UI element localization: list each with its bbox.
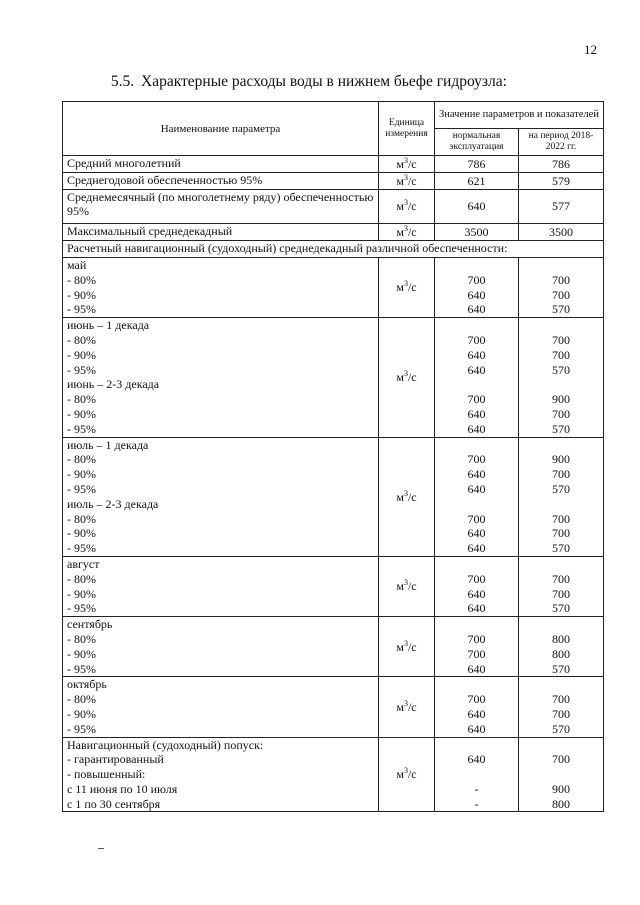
value-period: 700 — [552, 511, 570, 526]
value-normal: 640 — [467, 601, 486, 616]
unit-cell — [379, 437, 435, 556]
param-line: май — [67, 258, 87, 272]
value-period: 900 — [552, 781, 570, 796]
value-normal: 640 — [435, 190, 519, 224]
value-normal-lines — [435, 437, 519, 556]
param-line: - 80% — [67, 452, 96, 467]
unit-cell — [379, 190, 435, 224]
value-normal: 700 — [467, 692, 486, 707]
value-normal — [439, 557, 514, 572]
value-normal — [439, 438, 514, 453]
param-line: - 95% — [67, 721, 96, 736]
param-name: Среднемесячный (по многолетнему ряду) обеспеченностью 95% — [63, 190, 379, 224]
value-period — [523, 377, 599, 392]
unit-exponent: 3 — [403, 766, 408, 776]
value-period — [523, 318, 599, 333]
value-normal: 786 — [435, 156, 519, 173]
unit-tail: /с — [407, 489, 417, 504]
param-line: - 90% — [67, 467, 96, 482]
value-normal — [439, 767, 514, 782]
value-normal: 640 — [467, 347, 486, 362]
value-period: 570 — [552, 541, 570, 556]
value-normal: 700 — [467, 452, 486, 467]
value-normal: 700 — [467, 631, 486, 646]
value-normal-lines — [435, 737, 519, 812]
value-period-lines — [519, 677, 604, 737]
table-row-group — [63, 737, 604, 812]
param-line: - 80% — [67, 511, 96, 526]
param-line: - 90% — [67, 287, 96, 302]
unit-tail: /с — [407, 280, 417, 295]
flow-table — [62, 101, 604, 812]
param-line: - 95% — [67, 541, 96, 556]
unit-base: м — [396, 224, 404, 239]
param-line: - 80% — [67, 631, 96, 646]
param-line: - 80% — [67, 571, 96, 586]
param-line: - 80% — [67, 272, 96, 287]
value-period: 700 — [552, 347, 570, 362]
value-period — [523, 738, 599, 753]
value-normal: 640 — [467, 526, 486, 541]
param-line: - 80% — [67, 332, 96, 347]
unit-exponent: 3 — [403, 155, 408, 165]
value-period: 577 — [519, 190, 604, 224]
unit-base: м — [396, 199, 404, 214]
unit-cell — [379, 617, 435, 677]
param-line: сентябрь — [67, 617, 113, 632]
param-name: Средний многолетний — [63, 156, 379, 173]
value-normal: 640 — [467, 481, 486, 496]
value-normal — [439, 318, 514, 333]
unit-cell — [379, 318, 435, 437]
value-normal: - — [474, 781, 479, 796]
unit-base: м — [396, 579, 404, 594]
param-line: июнь – 2-3 декада — [67, 377, 160, 392]
value-normal-lines — [435, 258, 519, 318]
page-number: 12 — [584, 42, 597, 57]
unit-exponent: 3 — [403, 198, 408, 208]
param-line: - 95% — [67, 601, 96, 616]
param-line: с 11 июня по 10 июля — [67, 781, 178, 796]
value-normal: 640 — [467, 586, 486, 601]
param-lines — [63, 318, 379, 437]
value-period: 3500 — [519, 224, 604, 241]
unit-exponent: 3 — [403, 223, 408, 233]
section-title-text: Характерные расходы воды в нижнем бьефе гидроузла: — [141, 73, 507, 90]
table-row-group — [63, 556, 604, 616]
table-row-group — [63, 677, 604, 737]
unit-exponent: 3 — [403, 488, 408, 498]
value-normal — [439, 617, 514, 632]
value-period — [523, 767, 599, 782]
value-period: 900 — [552, 452, 570, 467]
param-line: - гарантированный — [67, 752, 164, 767]
value-period: 570 — [552, 601, 570, 616]
value-normal: 640 — [467, 752, 486, 767]
unit-exponent: 3 — [403, 698, 408, 708]
unit-exponent: 3 — [403, 279, 408, 289]
table-row-group — [63, 437, 604, 556]
value-period: 700 — [552, 406, 570, 421]
unit-tail: /с — [407, 156, 417, 171]
unit-cell — [379, 737, 435, 812]
value-period: 570 — [552, 421, 570, 436]
value-period: 579 — [519, 173, 604, 190]
value-normal: 640 — [467, 287, 486, 302]
value-normal — [439, 738, 514, 753]
value-period-lines — [519, 737, 604, 812]
table-row-group — [63, 318, 604, 437]
nav-section-title: Расчетный навигационный (судоходный) среднедекадный различной обеспеченности: — [63, 241, 604, 258]
param-line: - 95% — [67, 362, 96, 377]
value-normal: 640 — [467, 661, 486, 676]
unit-tail: /с — [407, 579, 417, 594]
param-line: - 90% — [67, 586, 96, 601]
param-line: июль – 2-3 декада — [67, 496, 159, 511]
value-period: 700 — [552, 692, 570, 707]
param-line: - повышенный: — [67, 767, 146, 782]
section-title — [104, 73, 507, 91]
value-normal: 700 — [467, 272, 486, 287]
value-period: 700 — [552, 752, 570, 767]
value-normal-lines — [435, 677, 519, 737]
value-normal: 640 — [467, 721, 486, 736]
value-period: 700 — [552, 586, 570, 601]
param-line: октябрь — [67, 677, 107, 692]
unit-exponent: 3 — [403, 638, 408, 648]
unit-exponent: 3 — [403, 578, 408, 588]
value-normal: 640 — [467, 406, 486, 421]
header-col-period: на период 2018-2022 гг. — [519, 129, 604, 156]
value-period: 900 — [552, 392, 570, 407]
value-normal: 700 — [467, 332, 486, 347]
param-line: с 1 по 30 сентября — [67, 796, 161, 811]
value-normal — [439, 497, 514, 512]
unit-cell — [379, 556, 435, 616]
value-period: 700 — [552, 706, 570, 721]
value-period — [523, 617, 599, 632]
unit-tail: /с — [407, 767, 417, 782]
value-period — [523, 557, 599, 572]
value-period: 570 — [552, 661, 570, 676]
footer-mark — [98, 848, 104, 849]
param-lines — [63, 617, 379, 677]
param-line: - 90% — [67, 706, 96, 721]
table-row — [63, 173, 604, 190]
value-period: 700 — [552, 526, 570, 541]
param-lines — [63, 737, 379, 812]
unit-tail: /с — [407, 224, 417, 239]
unit-base: м — [396, 156, 404, 171]
unit-cell — [379, 677, 435, 737]
table-row — [63, 224, 604, 241]
param-name: Максимальный среднедекадный — [63, 224, 379, 241]
value-period: 800 — [552, 796, 570, 811]
value-period — [523, 497, 599, 512]
value-normal: 640 — [467, 541, 486, 556]
param-line: - 90% — [67, 347, 96, 362]
unit-base: м — [396, 699, 404, 714]
value-normal: - — [474, 796, 479, 811]
header-col-normal: нормальная эксплуатация — [435, 129, 519, 156]
value-period-lines — [519, 617, 604, 677]
param-line: - 90% — [67, 526, 96, 541]
param-lines — [63, 258, 379, 318]
header-unit: Единица измерения — [379, 102, 435, 156]
param-line: - 95% — [67, 302, 96, 317]
value-period: 700 — [552, 467, 570, 482]
value-normal: 621 — [435, 173, 519, 190]
param-line: - 90% — [67, 406, 96, 421]
unit-cell — [379, 224, 435, 241]
value-period: 570 — [552, 481, 570, 496]
unit-base: м — [396, 767, 404, 782]
value-normal-lines — [435, 318, 519, 437]
section-number: 5.5. — [110, 73, 135, 90]
value-period — [523, 438, 599, 453]
value-normal-lines — [435, 617, 519, 677]
unit-exponent: 3 — [403, 369, 408, 379]
param-line: август — [67, 556, 100, 571]
unit-tail: /с — [407, 699, 417, 714]
value-period: 700 — [552, 287, 570, 302]
table-row — [63, 156, 604, 173]
value-normal: 700 — [467, 646, 486, 661]
unit-base: м — [396, 370, 404, 385]
value-normal: 700 — [467, 571, 486, 586]
unit-cell — [379, 156, 435, 173]
value-normal — [439, 677, 514, 692]
value-period: 786 — [519, 156, 604, 173]
value-period: 800 — [552, 631, 570, 646]
value-normal-lines — [435, 556, 519, 616]
value-period: 570 — [552, 721, 570, 736]
value-period: 700 — [552, 571, 570, 586]
param-line: - 95% — [67, 421, 96, 436]
unit-cell — [379, 258, 435, 318]
unit-tail: /с — [407, 639, 417, 654]
unit-exponent: 3 — [403, 172, 408, 182]
value-period: 700 — [552, 332, 570, 347]
value-normal — [439, 377, 514, 392]
header-param: Наименование параметра — [63, 102, 379, 156]
value-normal: 3500 — [435, 224, 519, 241]
param-line: - 90% — [67, 646, 96, 661]
value-normal: 640 — [467, 302, 486, 317]
param-line: - 80% — [67, 392, 96, 407]
unit-tail: /с — [407, 370, 417, 385]
value-normal — [439, 258, 514, 273]
value-normal: 640 — [467, 421, 486, 436]
param-line: - 80% — [67, 692, 96, 707]
param-lines — [63, 677, 379, 737]
param-line: - 95% — [67, 481, 96, 496]
value-period: 570 — [552, 302, 570, 317]
value-period — [523, 258, 599, 273]
table-row-group — [63, 258, 604, 318]
unit-base: м — [396, 173, 404, 188]
unit-tail: /с — [407, 199, 417, 214]
param-line: - 95% — [67, 661, 96, 676]
value-period: 800 — [552, 646, 570, 661]
param-lines — [63, 556, 379, 616]
table-row-group — [63, 617, 604, 677]
param-name: Среднегодовой обеспеченностью 95% — [63, 173, 379, 190]
param-line: июль – 1 декада — [67, 437, 149, 452]
value-period-lines — [519, 437, 604, 556]
value-period-lines — [519, 556, 604, 616]
table-row — [63, 241, 604, 258]
param-line: июнь – 1 декада — [67, 318, 150, 333]
value-period: 570 — [552, 362, 570, 377]
value-normal: 640 — [467, 467, 486, 482]
param-line: Навигационный (судоходный) попуск: — [67, 737, 264, 752]
unit-tail: /с — [407, 173, 417, 188]
param-lines — [63, 437, 379, 556]
unit-base: м — [396, 489, 404, 504]
value-normal: 700 — [467, 511, 486, 526]
header-values-group: Значение параметров и показателей — [435, 102, 604, 129]
unit-base: м — [396, 639, 404, 654]
value-period-lines — [519, 318, 604, 437]
value-period-lines — [519, 258, 604, 318]
value-normal: 700 — [467, 392, 486, 407]
value-normal: 640 — [467, 362, 486, 377]
value-period: 700 — [552, 272, 570, 287]
value-period — [523, 677, 599, 692]
unit-cell — [379, 173, 435, 190]
unit-base: м — [396, 280, 404, 295]
table-row — [63, 190, 604, 224]
value-normal: 640 — [467, 706, 486, 721]
